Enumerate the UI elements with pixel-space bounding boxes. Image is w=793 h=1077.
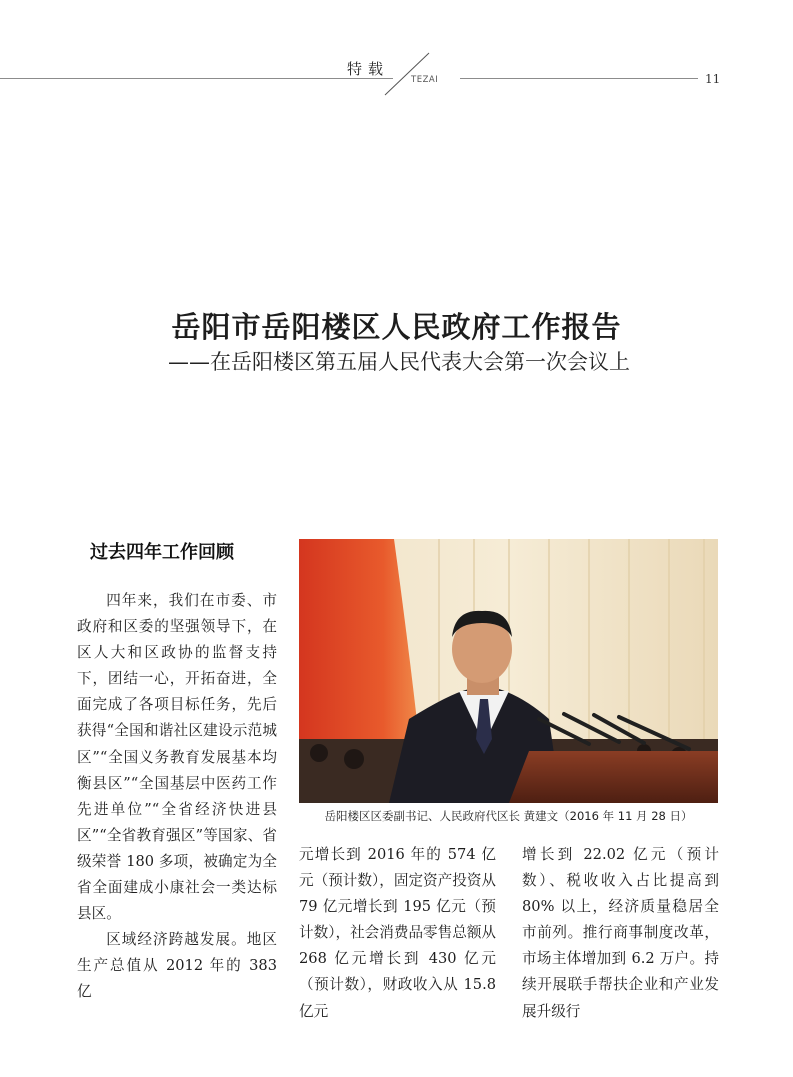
paragraph-review: 四年来，我们在市委、市政府和区委的坚强领导下，在区人大和区政协的监督支持下，团结一心，开拓奋进，全面完成了各项目标任务，先后获得“全国和谐社区建设示范城区”“全国义务教育发展基本均衡县区”“全国基层中医药工作先进单位”“全省经济快进县区”“全省教育强区”等国家、省级荣誉 180 多项，被确定为全省全面建成小康社会一类达标县区。 xyxy=(77,592,277,923)
header-slash-divider xyxy=(381,51,437,97)
speaker-photo-illustration xyxy=(299,539,718,803)
text-column-2 xyxy=(299,842,496,1025)
article-subtitle: ——在岳阳楼区第五届人民代表大会第一次会议上 xyxy=(168,350,630,374)
paragraph-economy-cont-2: 增长到 22.02 亿元（预计数）、税收收入占比提高到 80% 以上，经济质量稳居全市前列。推行商事制度改革，市场主体增加到 6.2 万户。持续开展联手帮扶企业和产业发展升级行 xyxy=(522,846,719,1020)
paragraph-economy-cont: 元增长到 2016 年的 574 亿元（预计数），固定资产投资从 79 亿元增长到 195 亿元（预计数），社会消费品零售总额从 268 亿元增长到 430 亿元（预计数），财政收入从 15.8 亿元 xyxy=(299,846,497,1020)
header-rule-left xyxy=(0,78,393,79)
article-title: 岳阳市岳阳楼区人民政府工作报告 xyxy=(171,310,622,344)
header-rule-right xyxy=(460,78,698,79)
page-number: 11 xyxy=(705,72,721,86)
header-section-title: 特载 xyxy=(347,60,390,78)
header-section-en: TEZAI xyxy=(411,75,439,85)
text-column-1 xyxy=(77,588,277,1006)
paragraph-economy: 区域经济跨越发展。地区生产总值从 2012 年的 383 亿 xyxy=(77,931,277,1001)
section-heading: 过去四年工作回顾 xyxy=(90,542,234,563)
speaker-photo xyxy=(299,539,718,803)
text-column-3 xyxy=(522,842,719,1025)
photo-caption: 岳阳楼区区委副书记、人民政府代区长 黄建文（2016 年 11 月 28 日） xyxy=(324,809,693,823)
